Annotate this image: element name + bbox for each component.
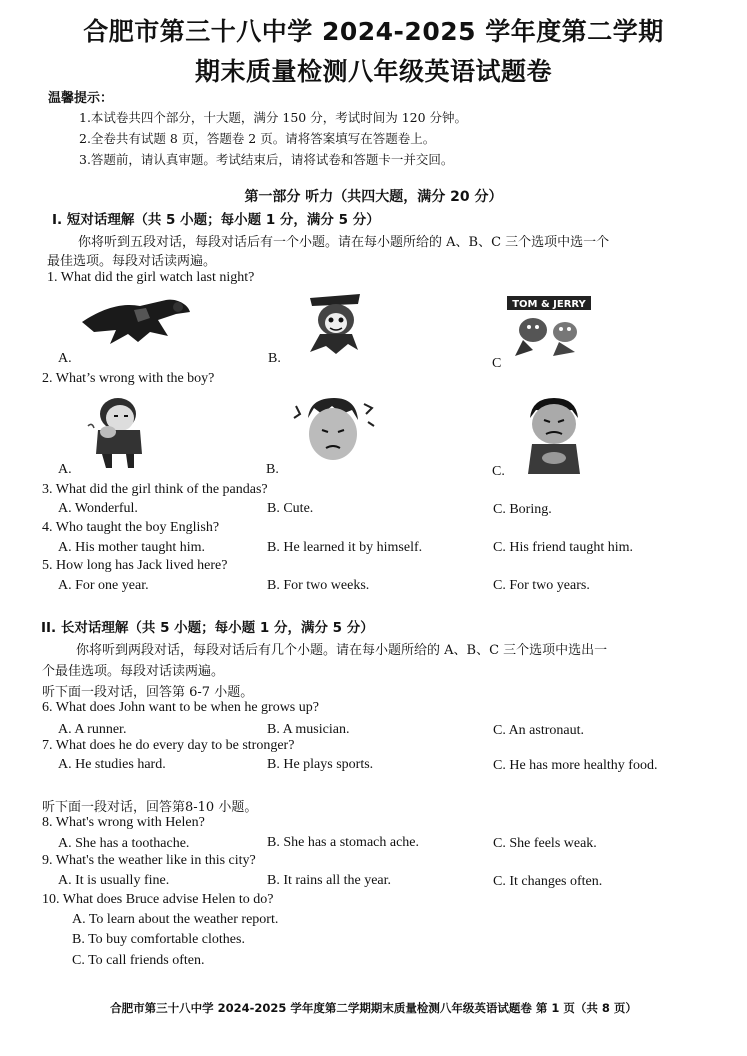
q2-option-b[interactable]: B. [266,462,279,477]
tom-and-jerry-cartoon-icon [503,292,595,358]
q5-option-c[interactable]: C. For two years. [493,578,590,593]
question-1: 1. What did the girl watch last night? [47,270,255,285]
section1-instruction-2: 最佳选项。每段对话读两遍。 [47,254,217,269]
q7-option-a[interactable]: A. He studies hard. [58,757,166,772]
q8-option-c[interactable]: C. She feels weak. [493,836,597,851]
q2-option-c[interactable]: C. [492,464,505,479]
question-3: 3. What did the girl think of the pandas? [42,482,268,497]
q4-option-b[interactable]: B. He learned it by himself. [267,540,423,555]
section1-heading: I. 短对话理解（共 5 小题；每小题 1 分，满分 5 分） [52,212,380,228]
notice-item-3: 3.答题前，请认真审题。考试结束后，请将试卷和答题卡一并交回。 [79,152,454,167]
q1-option-a[interactable]: A. [58,351,72,366]
question-8: 8. What's wrong with Helen? [42,815,205,830]
q1-option-b[interactable]: B. [268,351,281,366]
question-9: 9. What's the weather like in this city? [42,853,256,868]
exam-title-line2: 期末质量检测八年级英语试题卷 [194,57,552,86]
q10-option-c[interactable]: C. To call friends often. [72,953,205,968]
notice-item-1: 1.本试卷共四个部分，十大题，满分 150 分，考试时间为 120 分钟。 [79,110,468,125]
monkey-king-cartoon-icon [300,290,370,356]
q6-option-c[interactable]: C. An astronaut. [493,723,584,738]
q6-option-a[interactable]: A. A runner. [58,722,127,737]
question-2: 2. What’s wrong with the boy? [42,371,215,386]
question-7: 7. What does he do every day to be stronger? [42,738,295,753]
q4-option-c[interactable]: C. His friend taught him. [493,540,633,555]
question-6: 6. What does John want to be when he grows up? [42,700,319,715]
q8-option-b[interactable]: B. She has a stomach ache. [267,835,420,850]
q8-option-a[interactable]: A. She has a toothache. [58,836,190,851]
section1-instruction-1: 你将听到五段对话，每段对话后有一个小题。请在每小题所给的 A、B、C 三个选项中选一个 [78,235,610,250]
q4-option-a[interactable]: A. His mother taught him. [58,540,205,555]
section2-instruction-2: 个最佳选项。每段对话读两遍。 [42,664,225,679]
q5-option-b[interactable]: B. For two weeks. [267,578,370,593]
q9-option-b[interactable]: B. It rains all the year. [267,873,392,888]
coughing-boy-icon [84,392,156,472]
notice-heading: 温馨提示： [48,91,114,106]
q9-option-c[interactable]: C. It changes often. [493,874,603,889]
svg-text:TOM & JERRY: TOM & JERRY [512,299,586,310]
dialogue-group-8-10: 听下面一段对话，回答第8-10 小题。 [42,800,258,815]
q1-option-c[interactable]: C [492,356,502,371]
part1-title: 第一部分 听力（共四大题，满分 20 分） [244,189,503,205]
stomachache-boy-icon [516,396,592,476]
exam-title-line1: 合肥市第三十八中学 2024-2025 学年度第二学期 [83,17,664,46]
question-10: 10. What does Bruce advise Helen to do? [42,892,274,907]
question-4: 4. Who taught the boy English? [42,520,220,535]
page-footer: 合肥市第三十八中学 2024-2025 学年度第二学期期末质量检测八年级英语试题卷 第 1 页（共 8 页） [110,1001,637,1015]
section2-instruction-1: 你将听到两段对话，每段对话后有几个小题。请在每小题所给的 A、B、C 三个选项中选出一 [76,643,608,658]
q10-option-a[interactable]: A. To learn about the weather report. [72,912,279,927]
q7-option-b[interactable]: B. He plays sports. [267,757,374,772]
superhero-cartoon-icon [80,292,192,354]
section2-heading: II. 长对话理解（共 5 小题；每小题 1 分，满分 5 分） [41,620,374,636]
q7-option-c[interactable]: C. He has more healthy food. [493,758,658,773]
q9-option-a[interactable]: A. It is usually fine. [58,873,170,888]
q2-option-a[interactable]: A. [58,462,72,477]
q6-option-b[interactable]: B. A musician. [267,722,350,737]
headache-boy-icon [290,394,376,472]
q3-option-a[interactable]: A. Wonderful. [58,501,138,516]
dialogue-group-6-7: 听下面一段对话，回答第 6-7 小题。 [42,685,254,700]
q5-option-a[interactable]: A. For one year. [58,578,149,593]
question-5: 5. How long has Jack lived here? [42,558,228,573]
q10-option-b[interactable]: B. To buy comfortable clothes. [72,932,245,947]
q3-option-b[interactable]: B. Cute. [267,501,314,516]
notice-item-2: 2.全卷共有试题 8 页，答题卷 2 页。请将答案填写在答题卷上。 [79,131,436,146]
q3-option-c[interactable]: C. Boring. [493,502,552,517]
